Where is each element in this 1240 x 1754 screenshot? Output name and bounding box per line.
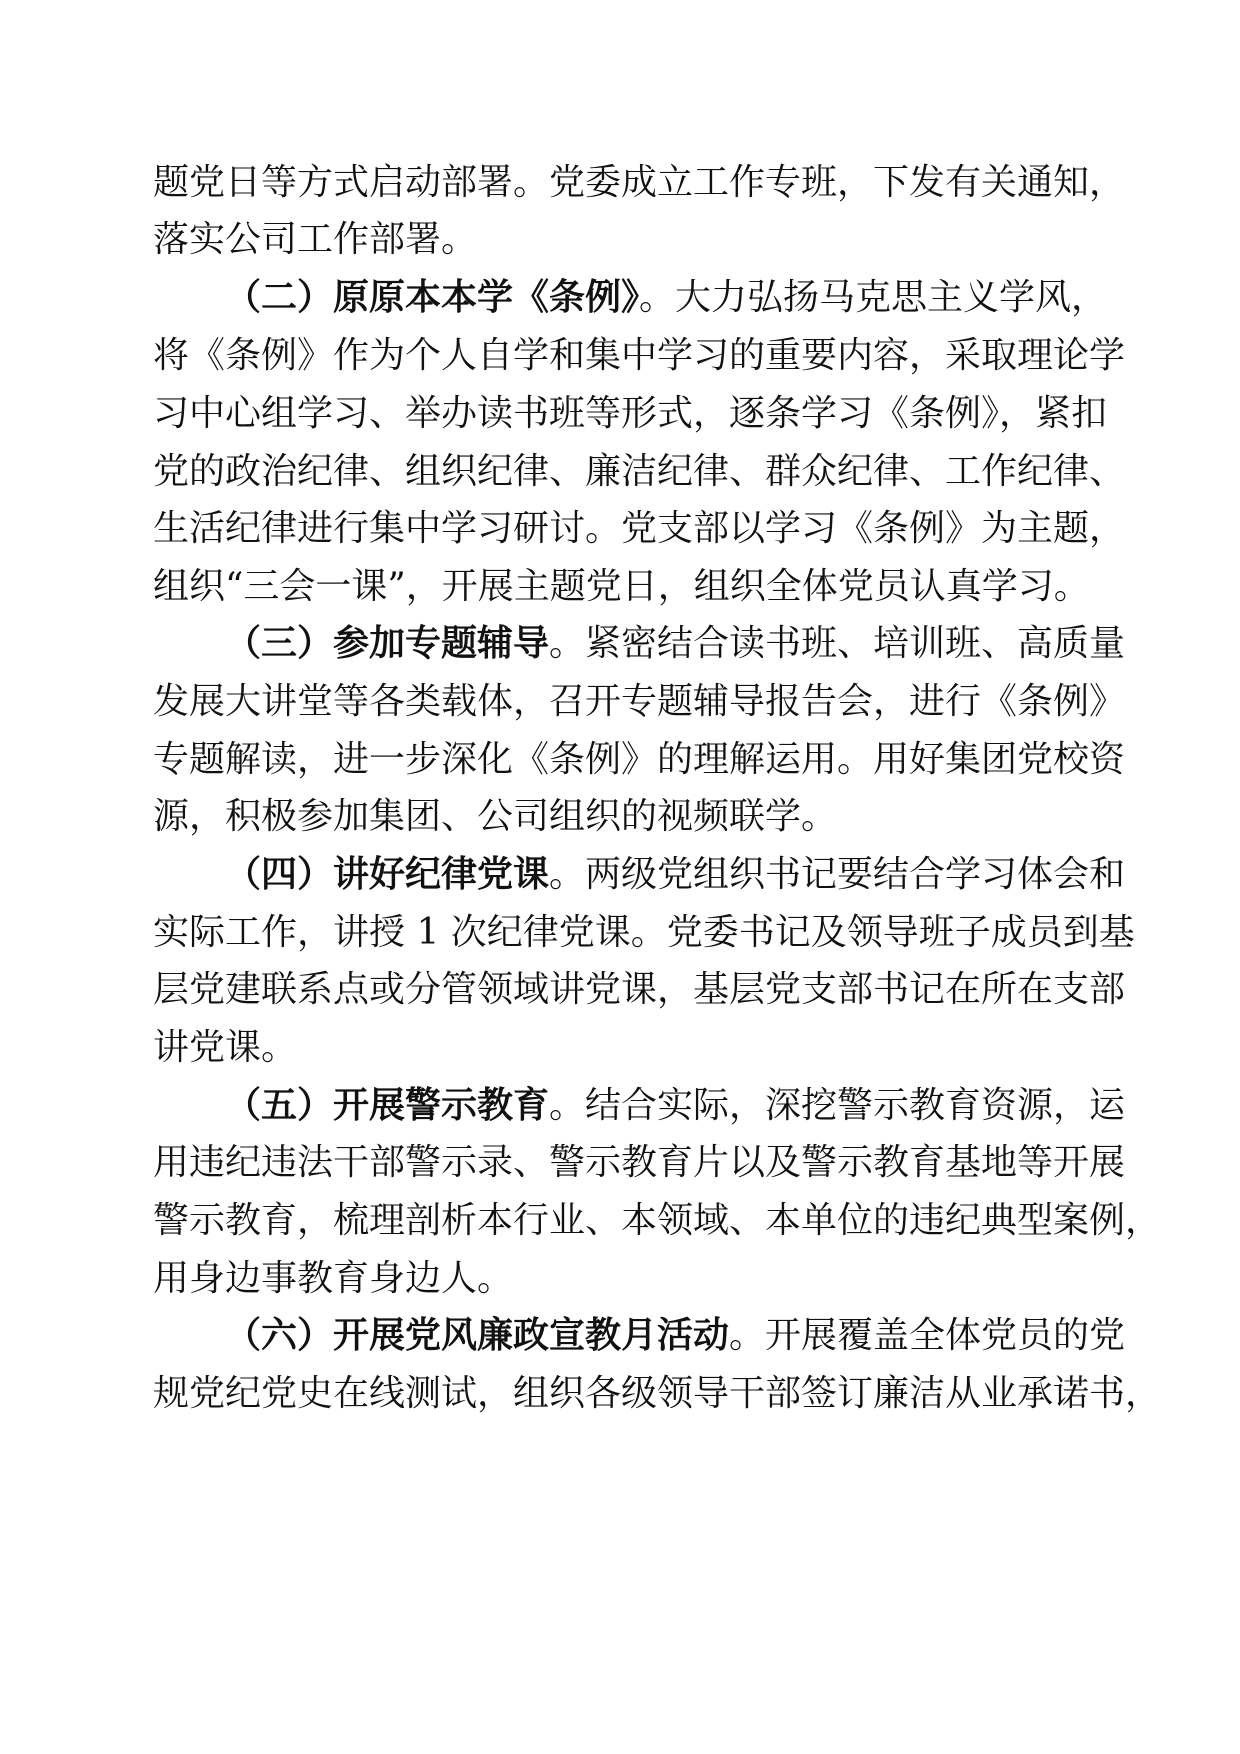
paragraph-line: 党的政治纪律、组织纪律、廉洁纪律、群众纪律、工作纪律、: [153, 451, 1126, 492]
paragraph-line: 落实公司工作部署。: [153, 219, 478, 260]
section-text: 。结合实际，深挖警示教育资源，运: [549, 1085, 1126, 1126]
section-heading: （三）参加专题辅导: [225, 623, 550, 664]
paragraph-line: 题党日等方式启动部署。党委成立工作专班，下发有关通知，: [153, 162, 1126, 203]
paragraph-line: 规党纪党史在线测试，组织各级领导干部签订廉洁从业承诺书，: [153, 1373, 1162, 1414]
paragraph-line: 用违纪违法干部警示录、警示教育片以及警示教育基地等开展: [153, 1142, 1126, 1183]
paragraph-line: 生活纪律进行集中学习研讨。党支部以学习《条例》为主题，: [153, 508, 1126, 549]
paragraph-line: 专题解读，进一步深化《条例》的理解运用。用好集团党校资: [153, 739, 1126, 780]
paragraph-line: 发展大讲堂等各类载体，召开专题辅导报告会，进行《条例》: [153, 681, 1126, 722]
section-text: 。两级党组织书记要结合学习体会和: [549, 854, 1126, 895]
section-heading: （四）讲好纪律党课: [225, 854, 550, 895]
section-text: 。紧密结合读书班、培训班、高质量: [549, 623, 1126, 664]
section-heading-line: [225, 1081, 1126, 1131]
section-text: 。开展覆盖全体党员的党: [729, 1315, 1126, 1356]
paragraph-line: 习中心组学习、举办读书班等形式，逐条学习《条例》，紧扣: [153, 393, 1108, 434]
section-text: 。大力弘扬马克思主义学风，: [639, 277, 1108, 318]
section-heading-line: [225, 619, 1126, 669]
section-heading: （五）开展警示教育: [225, 1085, 550, 1126]
paragraph-line: 组织“三会一课”，开展主题党日，组织全体党员认真学习。: [153, 566, 1090, 607]
paragraph-line: 源，积极参加集团、公司组织的视频联学。: [153, 796, 838, 837]
paragraph-line: 用身边事教育身边人。: [153, 1258, 514, 1299]
section-heading-line: [225, 273, 1108, 323]
paragraph-line: 层党建联系点或分管领域讲党课，基层党支部书记在所在支部: [153, 969, 1126, 1010]
paragraph-line: 警示教育，梳理剖析本行业、本领域、本单位的违纪典型案例，: [153, 1200, 1162, 1241]
paragraph-line: 实际工作，讲授 1 次纪律党课。党委书记及领导班子成员到基: [153, 912, 1135, 953]
section-heading-line: [225, 1311, 1126, 1361]
section-heading: （二）原原本本学《条例》: [225, 277, 640, 318]
section-heading: （六）开展党风廉政宣教月活动: [225, 1315, 730, 1356]
paragraph-line: 将《条例》作为个人自学和集中学习的重要内容，采取理论学: [153, 335, 1126, 376]
section-heading-line: [225, 850, 1126, 900]
paragraph-line: 讲党课。: [153, 1027, 298, 1068]
